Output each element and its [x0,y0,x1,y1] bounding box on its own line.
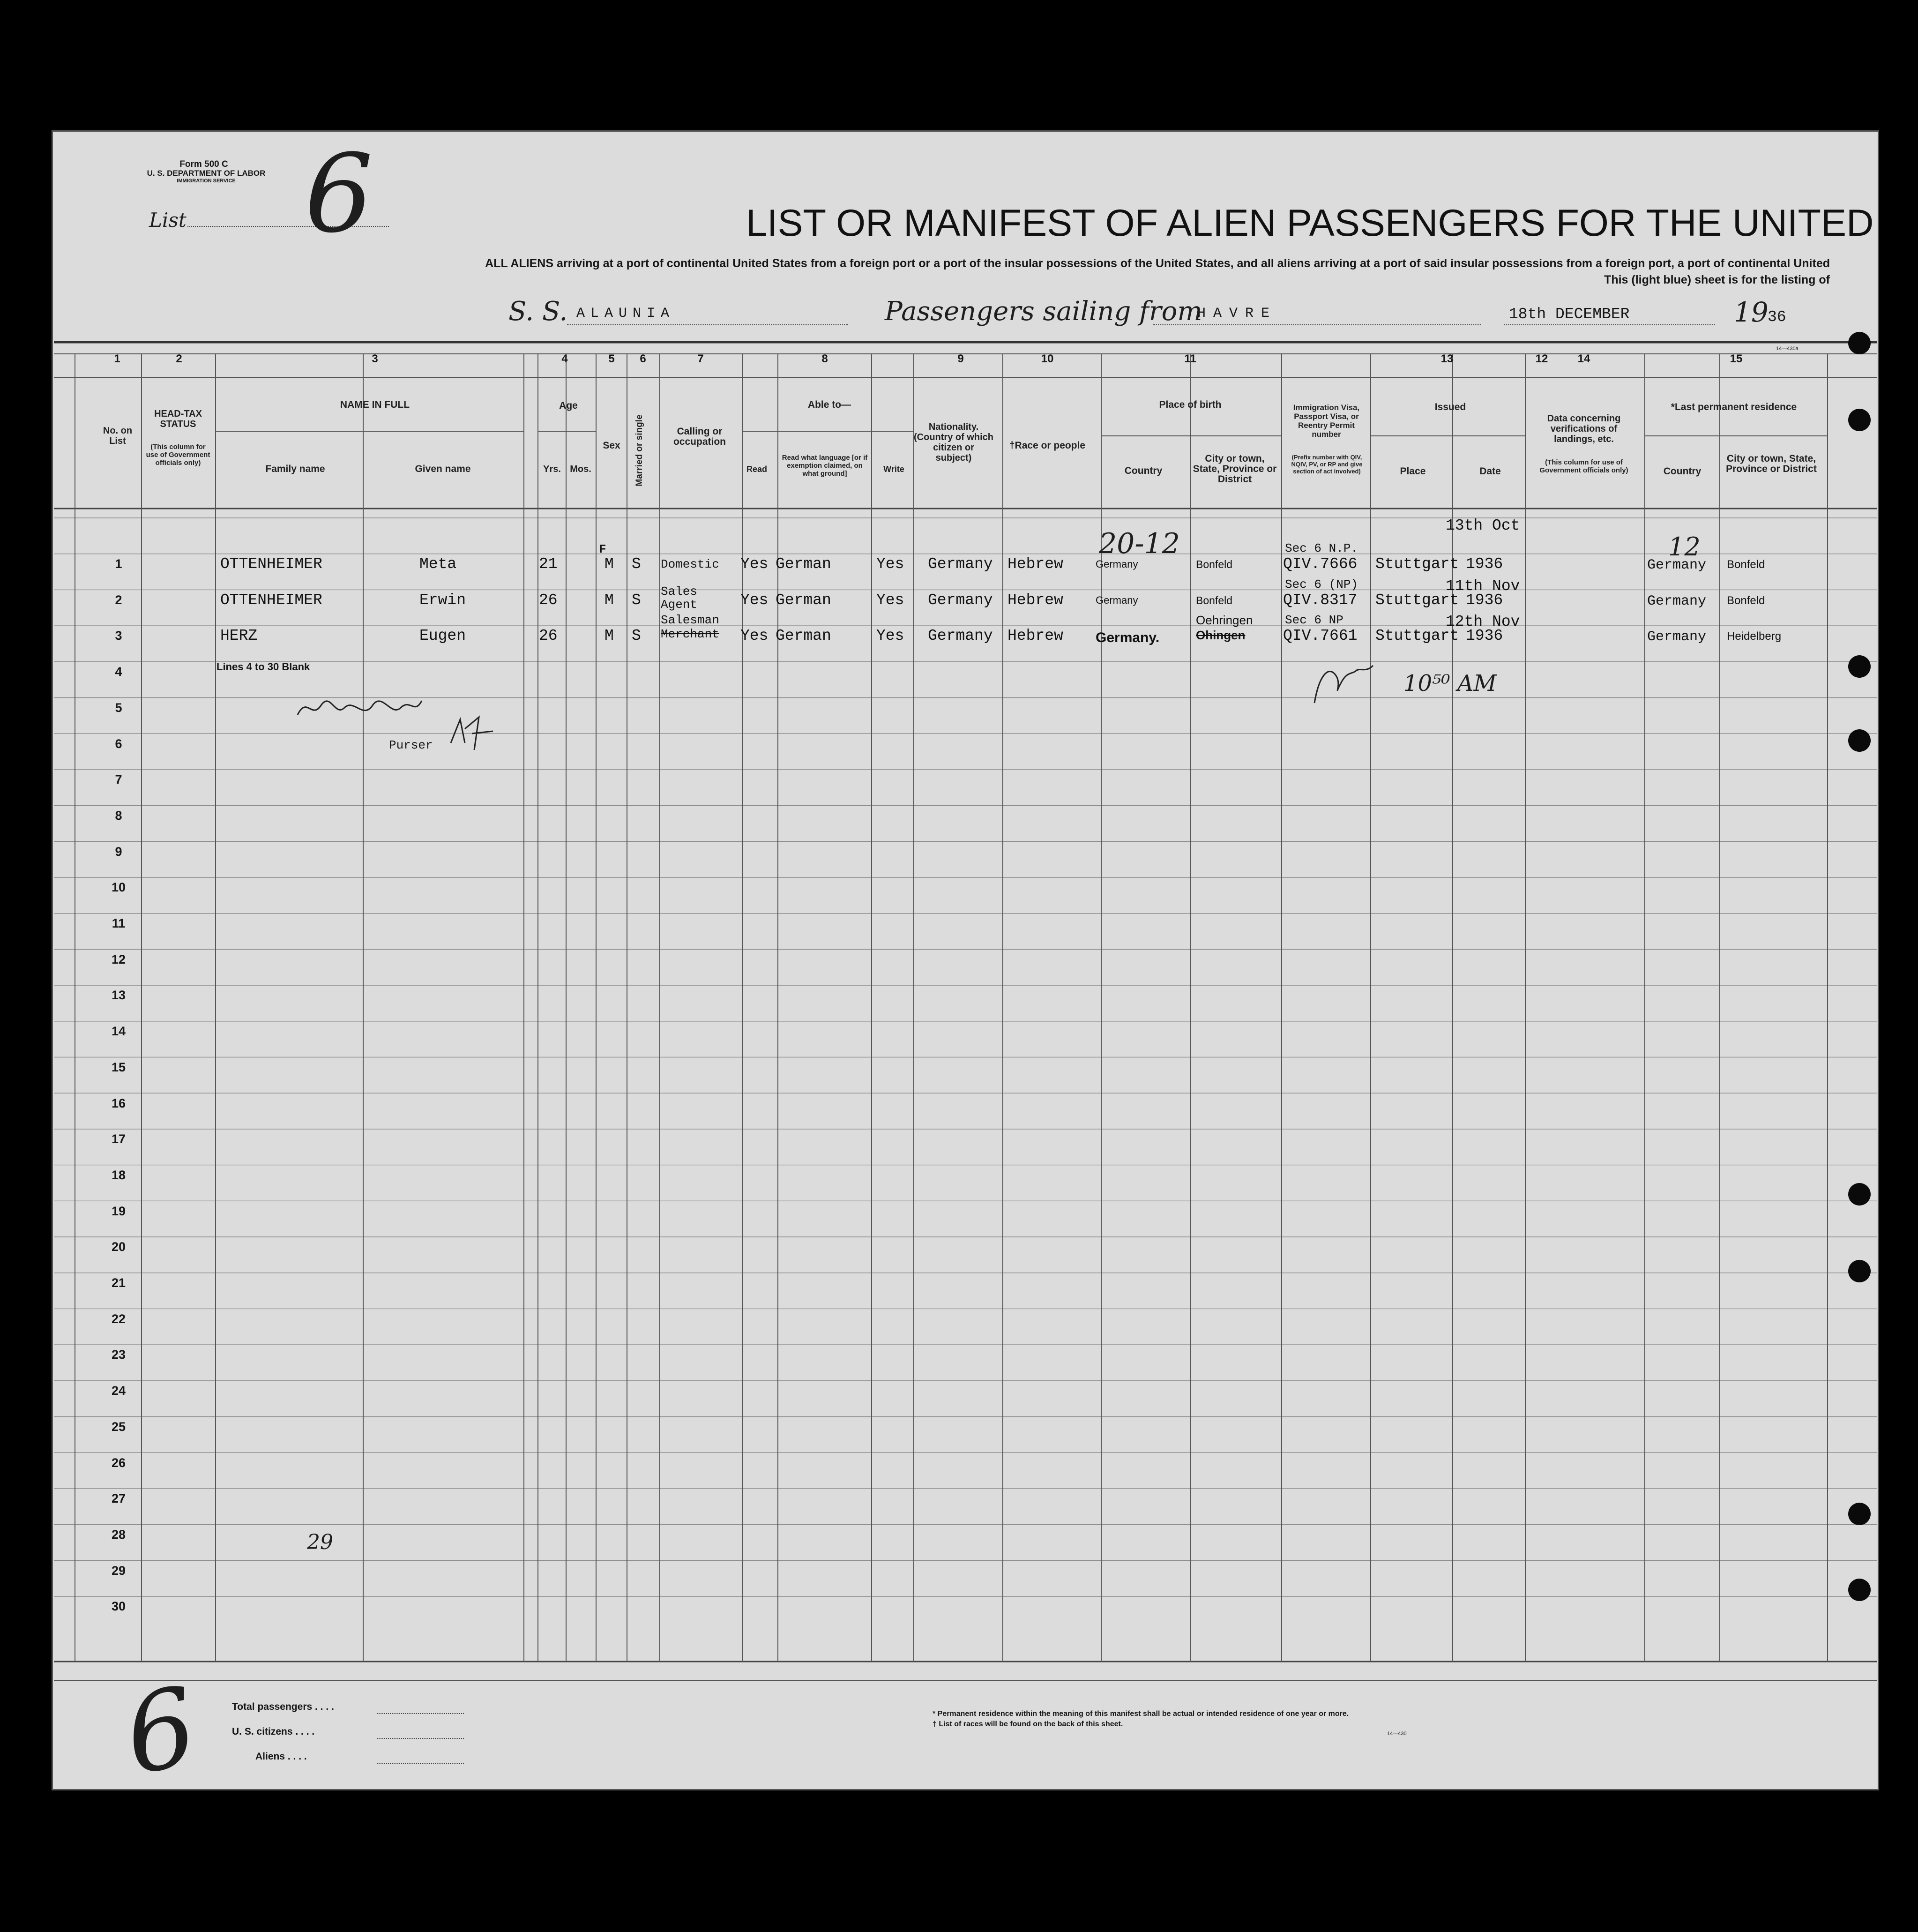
row-number: 9 [115,844,122,859]
residence-country-cell: Germany [1647,593,1707,609]
birth-country-cell: Germany [1096,594,1138,606]
visa-section-cell: Sec 6 N.P. [1285,541,1358,555]
residence-city-cell: Bonfeld [1727,594,1765,607]
handwritten-12: 12 [1668,532,1701,562]
family-name-cell: HERZ [220,627,258,645]
age-years-cell: 26 [539,627,558,645]
given-name-cell: Meta [419,555,457,573]
handwritten-20-12: 20-12 [1099,527,1180,560]
header-read-language: Read what language [or if exemption claimed, on what ground] [782,454,868,478]
header-married: Married or single [634,414,644,487]
sailing-date: 18th DECEMBER [1509,306,1630,323]
marital-status-cell: S [632,591,641,609]
header-verification: Data concerning verifications of landings, etc. [1547,413,1621,444]
column-number: 15 [1730,352,1743,365]
write-cell: Yes [876,627,904,645]
column-number: 5 [608,352,615,365]
margin-number-six: 6 [116,1664,206,1799]
header-able-to: Able to— [807,399,851,410]
residence-city-cell: Heidelberg [1727,630,1782,643]
punch-hole [1848,1183,1871,1206]
row-number: 22 [111,1311,126,1326]
read-cell: Yes [740,627,769,645]
row-number: 2 [115,592,122,607]
read-cell: Yes [740,555,769,573]
column-number: 10 [1041,352,1054,365]
punch-hole [1848,729,1871,752]
row-number: 19 [111,1204,126,1218]
row-number: 25 [111,1419,126,1434]
issued-place-cell: Stuttgart [1375,627,1459,645]
birth-country-cell: Germany [1096,558,1138,570]
blank-lines-note: Lines 4 to 30 Blank [216,661,310,673]
footer-aliens-line [377,1763,464,1764]
column-number: 9 [957,352,964,365]
signature [293,691,424,729]
column-number: 4 [561,352,568,365]
inspector-initials [1307,656,1378,708]
ship-name: ALAUNIA [576,306,675,322]
footer-note-races: † List of races will be found on the back of this sheet. [933,1720,1123,1728]
row-number: 1 [115,557,122,571]
birth-city-struck-cell: Ohingen [1196,628,1246,643]
row-number: 12 [111,952,126,966]
issued-year-cell: 1936 [1466,591,1503,609]
service-name: IMMIGRATION SERVICE [177,178,236,184]
footer-total-line [377,1713,464,1714]
birth-city-cell: Bonfeld [1196,558,1233,570]
punch-hole [1848,1260,1871,1282]
purser-initials [446,715,502,752]
date-dotted-line [1504,324,1715,325]
punch-hole [1848,655,1871,678]
header-visa-note: (Prefix number with QIV, NQIV, PV, or RP and give section of act involved) [1291,454,1363,475]
punch-hole [1848,1503,1871,1525]
footer-us-citizens-label: U. S. citizens . . . . [232,1726,315,1737]
row-number: 18 [111,1168,126,1182]
row-number: 20 [111,1240,126,1254]
header-last-residence: *Last permanent residence [1671,402,1797,412]
row-number: 16 [111,1096,126,1110]
column-number: 6 [640,352,646,365]
header-visa: Immigration Visa, Passport Visa, or Reentry Permit number [1293,403,1360,439]
signature-scribble [293,691,424,724]
row-number: 8 [115,808,122,823]
issued-date-cell: 12th Nov [1446,613,1520,631]
header-residence-city: City or town, State, Province or District [1726,453,1817,474]
race-cell: Hebrew [1008,555,1063,573]
list-label: List [149,209,187,232]
row-number: 23 [111,1348,126,1362]
birth-country-cell: Germany. [1096,630,1160,646]
read-cell: Yes [740,591,769,609]
write-cell: Yes [876,555,904,573]
header-calling: Calling or occupation [673,426,726,447]
year-suffix: 36 [1768,308,1786,326]
occupation-cell: Sales Agent [661,584,698,612]
header-issued: Issued [1434,402,1466,412]
row-number: 21 [111,1276,126,1290]
handwritten-29: 29 [307,1530,333,1554]
header-race: †Race or people [1009,440,1086,451]
visa-number-cell: QIV.7661 [1283,627,1358,645]
visa-section-cell: Sec 6 (NP) [1285,577,1358,592]
footer-us-citizens-line [377,1738,464,1739]
manifest-subtitle-2: This (light blue) sheet is for the listing of [1604,273,1830,286]
row-number: 26 [111,1455,126,1470]
marital-status-cell: S [632,555,641,573]
manifest-subtitle: ALL ALIENS arriving at a port of continental United States from a foreign port or a port of the insular possessions of the United States, and all aliens arriving at a port of said insular possessions from a foreign port, a port of continental United [485,257,1830,270]
family-name-cell: OTTENHEIMER [220,555,322,573]
sex-cell: M [605,627,614,645]
visa-number-cell: QIV.7666 [1283,555,1358,573]
header-age-mos: Mos. [570,464,591,474]
row-number: 30 [111,1599,126,1614]
department-name: U. S. DEPARTMENT OF LABOR [147,169,266,178]
header-age-yrs: Yrs. [543,464,561,474]
nationality-cell: Germany [928,627,993,645]
language-cell: German [776,591,831,609]
issued-place-cell: Stuttgart [1375,591,1459,609]
column-number: 12 [1535,352,1548,365]
given-name-cell: Eugen [419,627,466,645]
residence-city-cell: Bonfeld [1727,558,1765,571]
age-years-cell: 21 [539,555,558,573]
given-name-cell: Erwin [419,591,466,609]
birth-city-cell: Oehringen [1196,613,1253,628]
header-head-tax-note: (This column for use of Government officials only) [146,443,210,467]
ss-label: S. S. [508,296,568,327]
nationality-cell: Germany [928,555,993,573]
footer-aliens-label: Aliens . . . . [255,1751,307,1762]
punch-hole [1848,409,1871,431]
row-number: 5 [115,700,122,715]
sex-cell: M [605,591,614,609]
port-dotted-line [1153,324,1481,325]
header-no-on-list: No. on List [103,426,133,446]
row-number: 14 [111,1024,126,1039]
sex-cell: M [605,555,614,573]
form-number: Form 500 C [179,159,228,169]
column-number: 7 [697,352,704,365]
birth-city-cell: Bonfeld [1196,594,1233,607]
row-number: 10 [111,880,126,895]
column-number: 2 [176,352,182,365]
issued-date-cell: 13th Oct [1446,517,1520,534]
row-number: 11 [112,916,126,930]
footer-print-code: 14—430 [1387,1731,1407,1737]
column-number: 11 [1184,352,1196,365]
age-years-cell: 26 [539,591,558,609]
column-number: 14 [1577,352,1590,365]
sex-correction-cell: F [599,542,606,556]
list-number: 6 [305,132,373,257]
occupation-cell: Domestic [661,557,719,571]
header-issued-date: Date [1479,466,1501,477]
header-family-name: Family name [265,464,325,474]
header-verification-note: (This column for use of Government officials only) [1539,458,1628,474]
sailing-label: Passengers sailing from [885,296,1202,327]
issued-date-cell: 11th Nov [1446,577,1520,595]
residence-country-cell: Germany [1647,557,1707,573]
header-read: Read [746,464,767,474]
occupation-cell: Salesman [661,613,719,628]
header-age: Age [559,400,578,411]
issued-place-cell: Stuttgart [1375,555,1459,573]
row-number: 7 [115,772,122,787]
header-given-name: Given name [415,464,471,474]
port-name: HAVRE [1197,306,1277,322]
header-head-tax: HEAD-TAX STATUS [154,409,202,429]
row-number: 24 [111,1384,126,1398]
header-write: Write [883,464,904,474]
footer-total-label: Total passengers . . . . [232,1701,334,1712]
ship-dotted-line [567,324,848,325]
row-number: 3 [115,629,122,643]
residence-country-cell: Germany [1647,629,1707,645]
row-number: 15 [111,1060,126,1074]
footer-note-permanent-residence: * Permanent residence within the meaning of this manifest shall be actual or intended residence of one year or more. [933,1710,1349,1718]
row-number: 17 [111,1132,126,1146]
header-name-in-full: NAME IN FULL [340,399,410,410]
print-code: 14—430a [1776,346,1799,352]
row-number: 28 [111,1527,126,1542]
column-number: 13 [1440,352,1454,365]
column-number: 3 [372,352,378,365]
header-issued-place: Place [1400,466,1426,477]
nationality-cell: Germany [928,591,993,609]
family-name-cell: OTTENHEIMER [220,591,322,609]
header-birth-city: City or town, State, Province or District [1193,453,1277,485]
visa-section-cell: Sec 6 NP [1285,613,1343,628]
year-prefix: 19 [1734,296,1769,328]
header-place-of-birth: Place of birth [1159,399,1222,410]
occupation-struck-cell: Merchant [661,627,719,642]
row-number: 27 [111,1491,126,1506]
row-number: 29 [111,1563,126,1578]
row-number: 4 [115,665,122,679]
header-residence-country: Country [1663,466,1702,477]
manifest-title: LIST OR MANIFEST OF ALIEN PASSENGERS FOR THE UNITED [746,202,1874,244]
column-number: 1 [114,352,120,365]
row-number: 13 [111,988,126,1003]
punch-hole [1848,332,1871,354]
header-nationality: Nationality. (Country of which citizen or subject) [914,422,993,463]
header-birth-country: Country [1124,465,1163,476]
visa-number-cell: QIV.8317 [1283,591,1358,609]
header-sex: Sex [603,440,620,451]
column-number: 8 [821,352,828,365]
issued-year-cell: 1936 [1466,627,1503,645]
issued-year-cell: 1936 [1466,555,1503,573]
write-cell: Yes [876,591,904,609]
race-cell: Hebrew [1008,627,1063,645]
language-cell: German [776,555,831,573]
punch-hole [1848,1579,1871,1601]
marital-status-cell: S [632,627,641,645]
row-number: 6 [115,736,122,751]
purser-label: Purser [389,738,433,752]
language-cell: German [776,627,831,645]
handwritten-time: 10⁵⁰ AM [1403,670,1497,696]
race-cell: Hebrew [1008,591,1063,609]
